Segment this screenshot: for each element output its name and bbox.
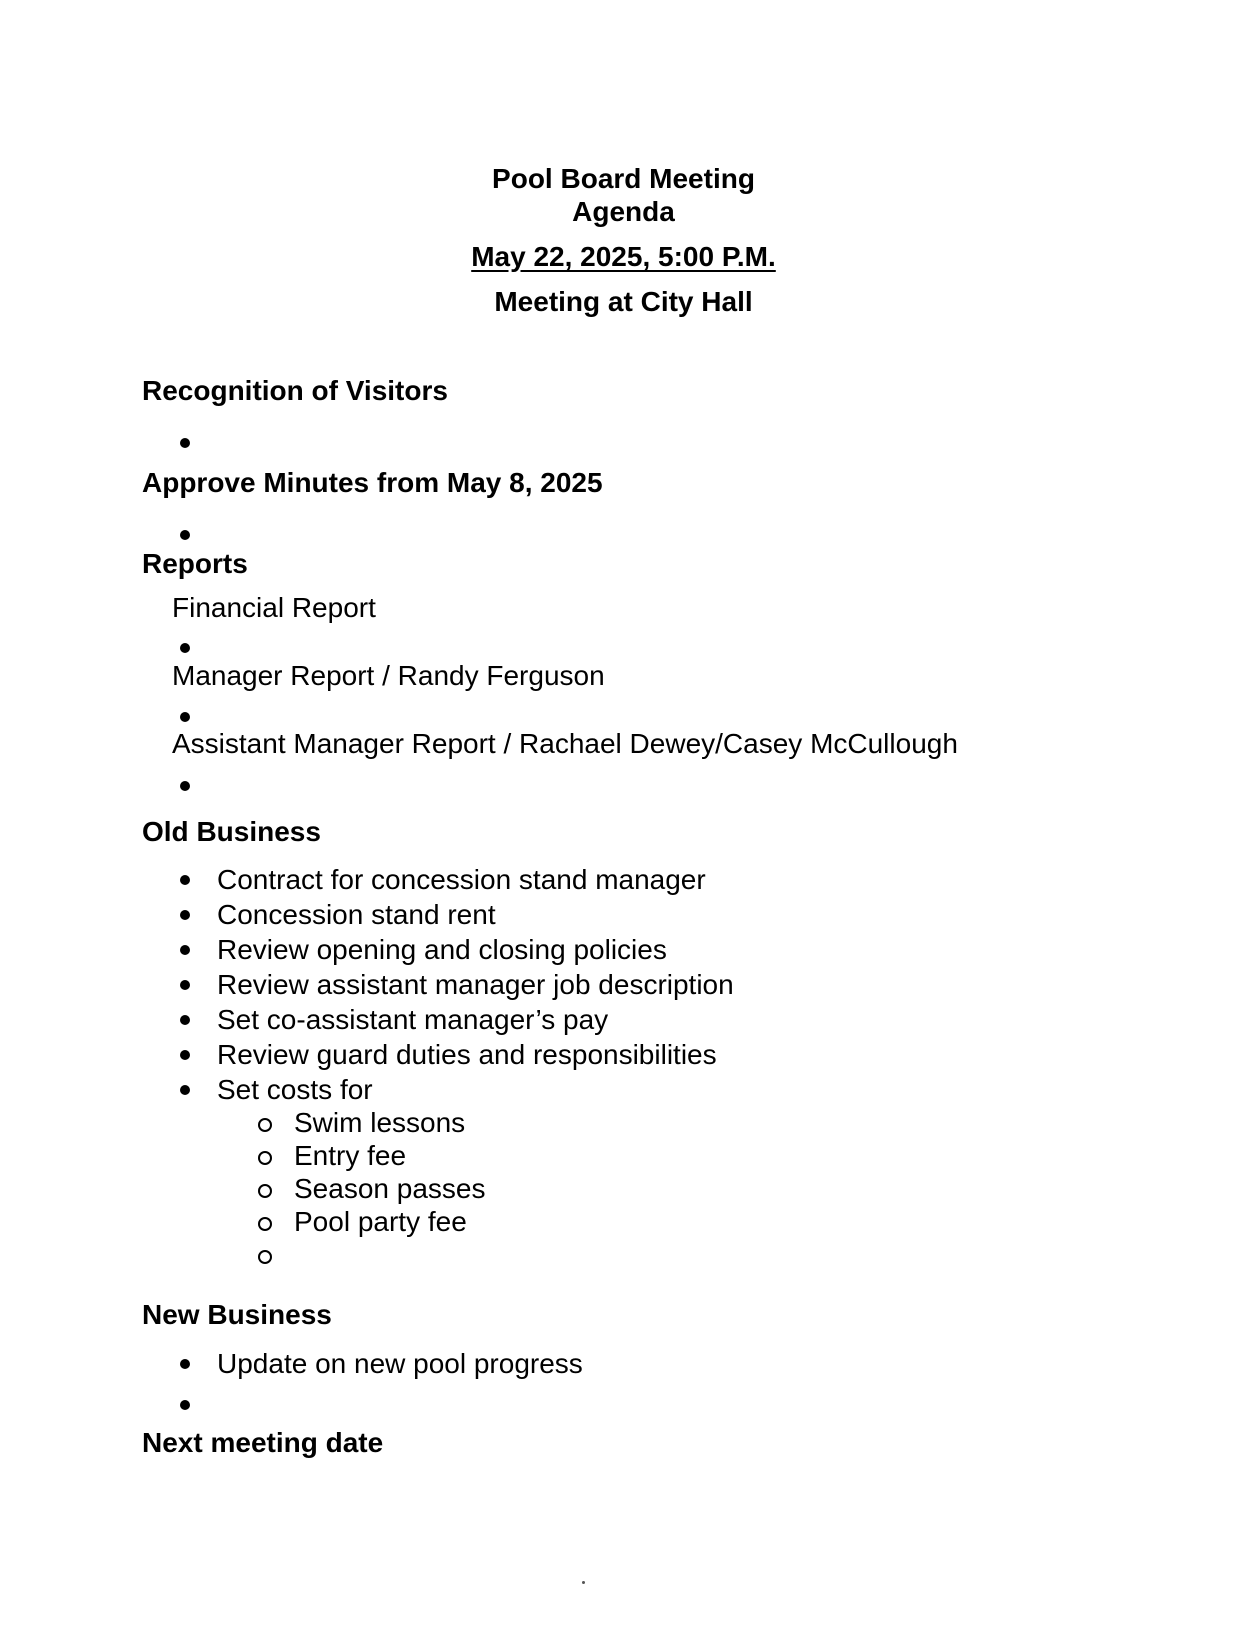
section-heading-old-business: Old Business (142, 816, 321, 847)
hollow-bullet-icon (258, 1118, 272, 1132)
sub-list-item-text: Swim lessons (294, 1107, 466, 1138)
section-heading-visitors: Recognition of Visitors (142, 375, 448, 406)
section-heading-reports: Reports (142, 548, 248, 579)
empty-bullet (180, 438, 190, 448)
list-item-text: Set co-assistant manager’s pay (217, 1004, 609, 1035)
sub-list-item-text: Pool party fee (294, 1206, 467, 1237)
list-item-text: Concession stand rent (217, 899, 496, 930)
section-heading-next-meeting: Next meeting date (142, 1427, 384, 1458)
meeting-datetime: May 22, 2025, 5:00 P.M. (471, 241, 776, 272)
document-subtitle: Agenda (572, 196, 675, 227)
section-heading-new-business: New Business (142, 1299, 332, 1330)
document-title: Pool Board Meeting (492, 163, 755, 194)
bullet-icon (180, 1050, 190, 1060)
bullet-icon (180, 980, 190, 990)
list-item-text: Review assistant manager job description (217, 969, 734, 1000)
empty-bullet (180, 1400, 190, 1410)
hollow-bullet-icon (258, 1250, 272, 1264)
empty-bullet (180, 712, 190, 722)
bullet-icon (180, 1359, 190, 1369)
hollow-bullet-icon (258, 1217, 272, 1231)
empty-bullet (180, 781, 190, 791)
report-item: Financial Report (172, 592, 376, 623)
bullet-icon (180, 875, 190, 885)
hollow-bullet-icon (258, 1151, 272, 1165)
hollow-bullet-icon (258, 1184, 272, 1198)
sub-list-item-text: Season passes (294, 1173, 486, 1204)
bullet-icon (180, 910, 190, 920)
sub-list-item-text: Entry fee (294, 1140, 407, 1171)
bullet-icon (180, 1085, 190, 1095)
list-item-text: Review opening and closing policies (217, 934, 667, 965)
meeting-location: Meeting at City Hall (494, 286, 753, 317)
bullet-icon (180, 1015, 190, 1025)
list-item-text: Contract for concession stand manager (217, 864, 706, 895)
list-item-text: Set costs for (217, 1074, 373, 1105)
report-item: Assistant Manager Report / Rachael Dewey/Casey McCullough (172, 728, 958, 759)
list-item-text: Update on new pool progress (217, 1348, 583, 1379)
section-heading-minutes: Approve Minutes from May 8, 2025 (142, 467, 603, 498)
empty-bullet (180, 643, 190, 653)
list-item-text: Review guard duties and responsibilities (217, 1039, 717, 1070)
report-item: Manager Report / Randy Ferguson (172, 660, 605, 691)
empty-bullet (180, 530, 190, 540)
bullet-icon (180, 945, 190, 955)
scan-speck (582, 1581, 585, 1584)
